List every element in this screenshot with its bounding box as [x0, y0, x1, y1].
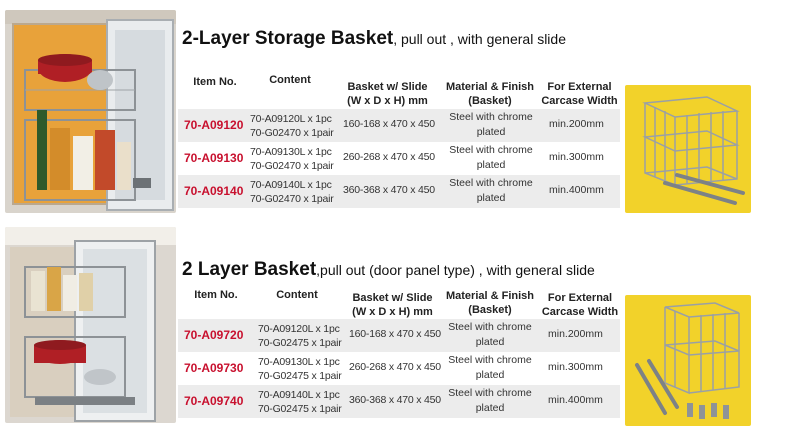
item-code: 70-A09130	[184, 151, 244, 165]
content-line: 70-A09120L x 1pc	[250, 113, 332, 125]
content-cell	[258, 355, 342, 383]
cabinet-photo	[5, 10, 176, 213]
item-code: 70-A09740	[184, 394, 244, 408]
content-cell	[258, 388, 342, 416]
width-cell: min.300mm	[549, 151, 604, 163]
content-line: 70-A09140L x 1pc	[258, 389, 340, 401]
width-cell: min.400mm	[549, 184, 604, 196]
material-line: Steel with chrome	[449, 111, 533, 123]
width-cell: min.400mm	[548, 394, 603, 406]
content-cell	[250, 145, 334, 173]
product-photo-basket-door	[625, 295, 751, 426]
dims-cell: 360-368 x 470 x 450	[349, 394, 441, 406]
item-code: 70-A09730	[184, 361, 244, 375]
header-content: Content	[269, 74, 311, 86]
spec-table	[178, 109, 620, 208]
table-row	[178, 142, 620, 175]
material-line: Steel with chrome	[448, 321, 532, 333]
item-code: 70-A09140	[184, 184, 244, 198]
content-line: 70-A09120L x 1pc	[258, 323, 340, 335]
material-line: Steel with chrome	[448, 387, 532, 399]
content-line: 70-A09130L x 1pc	[250, 146, 332, 158]
title-main: 2-Layer Storage Basket	[182, 28, 394, 49]
spec-table	[178, 319, 620, 418]
item-code: 70-A09720	[184, 328, 244, 342]
table-row	[178, 352, 620, 385]
material-line: plated	[475, 402, 505, 414]
width-cell: min.300mm	[548, 361, 603, 373]
content-cell	[258, 322, 342, 350]
title-main: 2 Layer Basket	[182, 259, 317, 280]
title-sub: , pull out , with general slide	[393, 31, 566, 47]
content-line: 70-G02475 x 1pair	[258, 337, 342, 349]
dims-cell: 360-368 x 470 x 450	[343, 184, 435, 196]
header-basket: Basket w/ Slide (W x D x H) mm	[352, 292, 433, 318]
section-title	[182, 28, 566, 50]
dims-cell: 260-268 x 470 x 450	[349, 361, 441, 373]
content-line: 70-G02470 x 1pair	[250, 160, 334, 172]
dims-cell: 160-168 x 470 x 450	[349, 328, 441, 340]
table-row	[178, 175, 620, 208]
product-section-door-panel-basket	[0, 222, 799, 430]
material-line: Steel with chrome	[449, 177, 533, 189]
width-cell: min.200mm	[549, 118, 604, 130]
table-row	[178, 385, 620, 418]
header-item-no: Item No.	[193, 76, 237, 88]
material-line: plated	[476, 126, 506, 138]
material-cell	[446, 143, 536, 173]
content-line: 70-G02470 x 1pair	[250, 193, 334, 205]
width-cell: min.200mm	[548, 328, 603, 340]
dims-cell: 260-268 x 470 x 450	[343, 151, 435, 163]
material-line: plated	[475, 336, 505, 348]
material-line: plated	[475, 369, 505, 381]
title-sub: ,pull out (door panel type) , with general slide	[316, 262, 595, 278]
material-cell	[445, 353, 535, 383]
content-line: 70-A09130L x 1pc	[258, 356, 340, 368]
table-row	[178, 109, 620, 142]
material-cell	[446, 110, 536, 140]
header-basket: Basket w/ Slide (W x D x H) mm	[347, 81, 428, 107]
material-line: Steel with chrome	[449, 144, 533, 156]
dims-cell: 160-168 x 470 x 450	[343, 118, 435, 130]
material-line: Steel with chrome	[448, 354, 532, 366]
content-cell	[250, 178, 334, 206]
content-line: 70-G02470 x 1pair	[250, 127, 334, 139]
cabinet-photo	[5, 227, 176, 423]
item-code: 70-A09120	[184, 118, 244, 132]
content-cell	[250, 112, 334, 140]
content-line: 70-G02475 x 1pair	[258, 403, 342, 415]
header-width: For External Carcase Width	[541, 81, 618, 107]
header-material: Material & Finish (Basket)	[445, 81, 535, 107]
material-cell	[445, 386, 535, 416]
material-cell	[446, 176, 536, 206]
material-line: plated	[476, 159, 506, 171]
content-line: 70-G02475 x 1pair	[258, 370, 342, 382]
header-content: Content	[276, 289, 318, 301]
material-cell	[445, 320, 535, 350]
header-material: Material & Finish (Basket)	[445, 290, 535, 316]
header-item-no: Item No.	[194, 289, 238, 301]
table-row	[178, 319, 620, 352]
product-photo-basket	[625, 85, 751, 213]
material-line: plated	[476, 192, 506, 204]
section-title	[182, 259, 595, 281]
header-width: For External Carcase Width	[541, 292, 619, 318]
content-line: 70-A09140L x 1pc	[250, 179, 332, 191]
